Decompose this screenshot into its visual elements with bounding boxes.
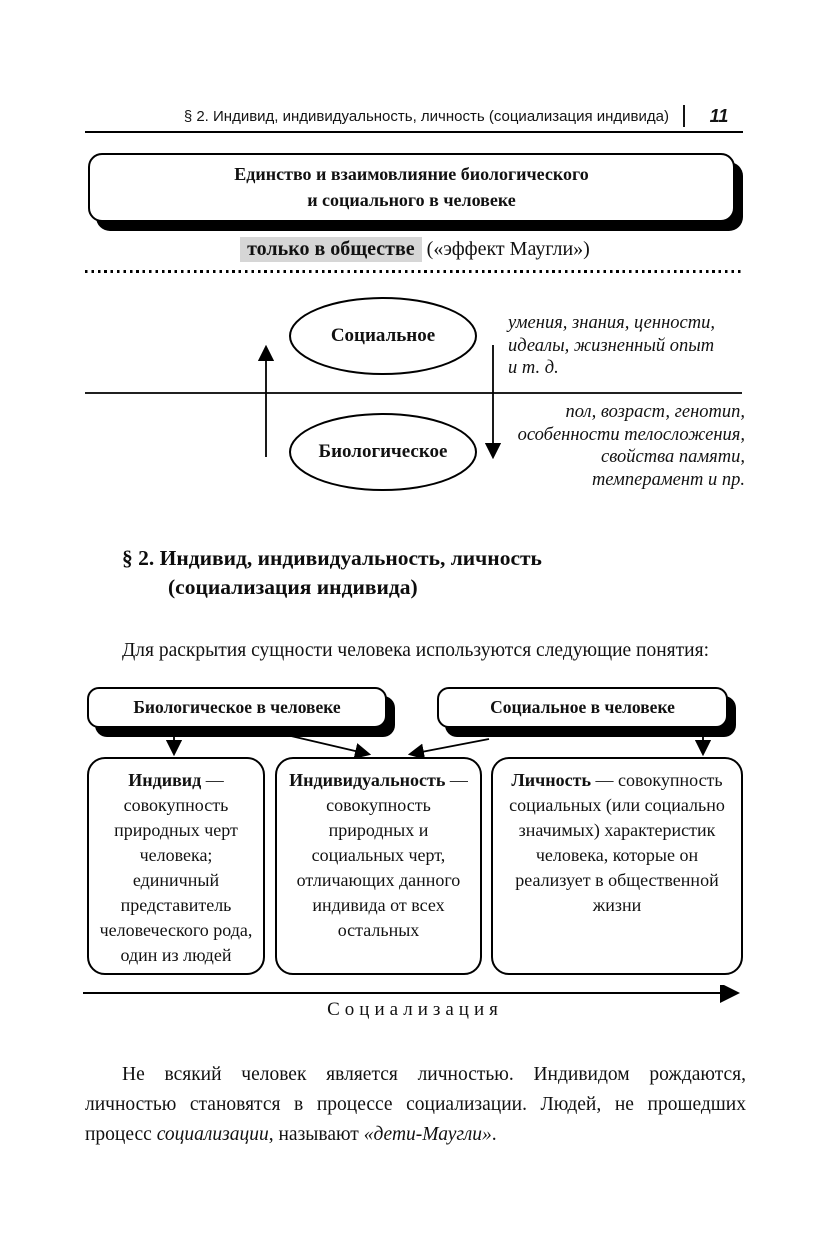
socialization-label: Социализация — [327, 999, 503, 1020]
society-note — [85, 236, 745, 263]
concept-def-individ: — совокупность природных черт человека; единичный представитель человеческого рода, один из людей — [99, 770, 253, 965]
source-box-biological: Биологическое в человеке — [87, 687, 387, 728]
biological-notes: пол, возраст, генотип, особенности телосложения, свойства памяти, темперамент и пр. — [517, 402, 745, 490]
intro-paragraph: Для раскрытия сущности человека используются следующие понятия: — [122, 639, 709, 661]
society-note-rest: («эффект Маугли») — [421, 238, 590, 260]
unity-box-line2: и социального в человеке — [307, 190, 516, 210]
source-box-social: Социальное в человеке — [437, 687, 728, 728]
closing-part3: . — [491, 1123, 497, 1145]
concept-term-lichnost: Личность — [511, 770, 591, 790]
concept-box-lichnost — [491, 757, 743, 975]
section-heading-line2: (социализация индивида) — [168, 575, 418, 599]
unity-box — [88, 153, 735, 222]
closing-paragraph — [85, 1060, 746, 1150]
closing-part2: , называют — [268, 1123, 364, 1145]
society-note-highlight: только в обществе — [240, 237, 422, 262]
concept-connectors — [0, 729, 827, 759]
header-rule — [85, 131, 743, 133]
arrow-right-to-individualnost — [411, 739, 489, 754]
biological-ellipse-label: Биологическое — [318, 441, 448, 462]
concept-def-individualnost: — совокупность природных и социальных черт, отличающих данного индивида от всех остальных — [296, 770, 468, 940]
unity-box-line1: Единство и взаимовлияние биологического — [234, 164, 589, 184]
concept-term-individ: Индивид — [128, 770, 202, 790]
concept-def-lichnost: — совокупность социальных (или социально значимых) характеристик человека, которые он реализует в общественной жизни — [509, 770, 725, 915]
social-ellipse-label: Социальное — [330, 325, 436, 346]
section-heading-line1: § 2. Индивид, индивидуальность, личность — [122, 546, 542, 570]
concept-box-individualnost — [275, 757, 482, 975]
concept-box-individ — [87, 757, 265, 975]
dotted-rule — [85, 270, 743, 273]
section-heading — [122, 544, 742, 602]
running-head-divider — [683, 105, 685, 127]
concept-term-individualnost: Индивидуальность — [289, 770, 446, 790]
closing-italic1: социализации — [156, 1123, 269, 1145]
closing-part1: Не всякий человек является личностью. Индивидом рождаются, личностью становятся в процессе социализации. Людей, не прошедших процесс — [85, 1063, 746, 1145]
running-head-title: § 2. Индивид, индивидуальность, личность (социализация индивида) — [183, 107, 669, 125]
social-notes: умения, знания, ценности, идеалы, жизненный опыт и т. д. — [508, 313, 715, 378]
closing-italic2: «дети-Маугли» — [363, 1123, 492, 1145]
arrow-left-to-individualnost — [291, 736, 368, 754]
page-number: 11 — [709, 105, 729, 126]
running-head — [85, 103, 745, 129]
